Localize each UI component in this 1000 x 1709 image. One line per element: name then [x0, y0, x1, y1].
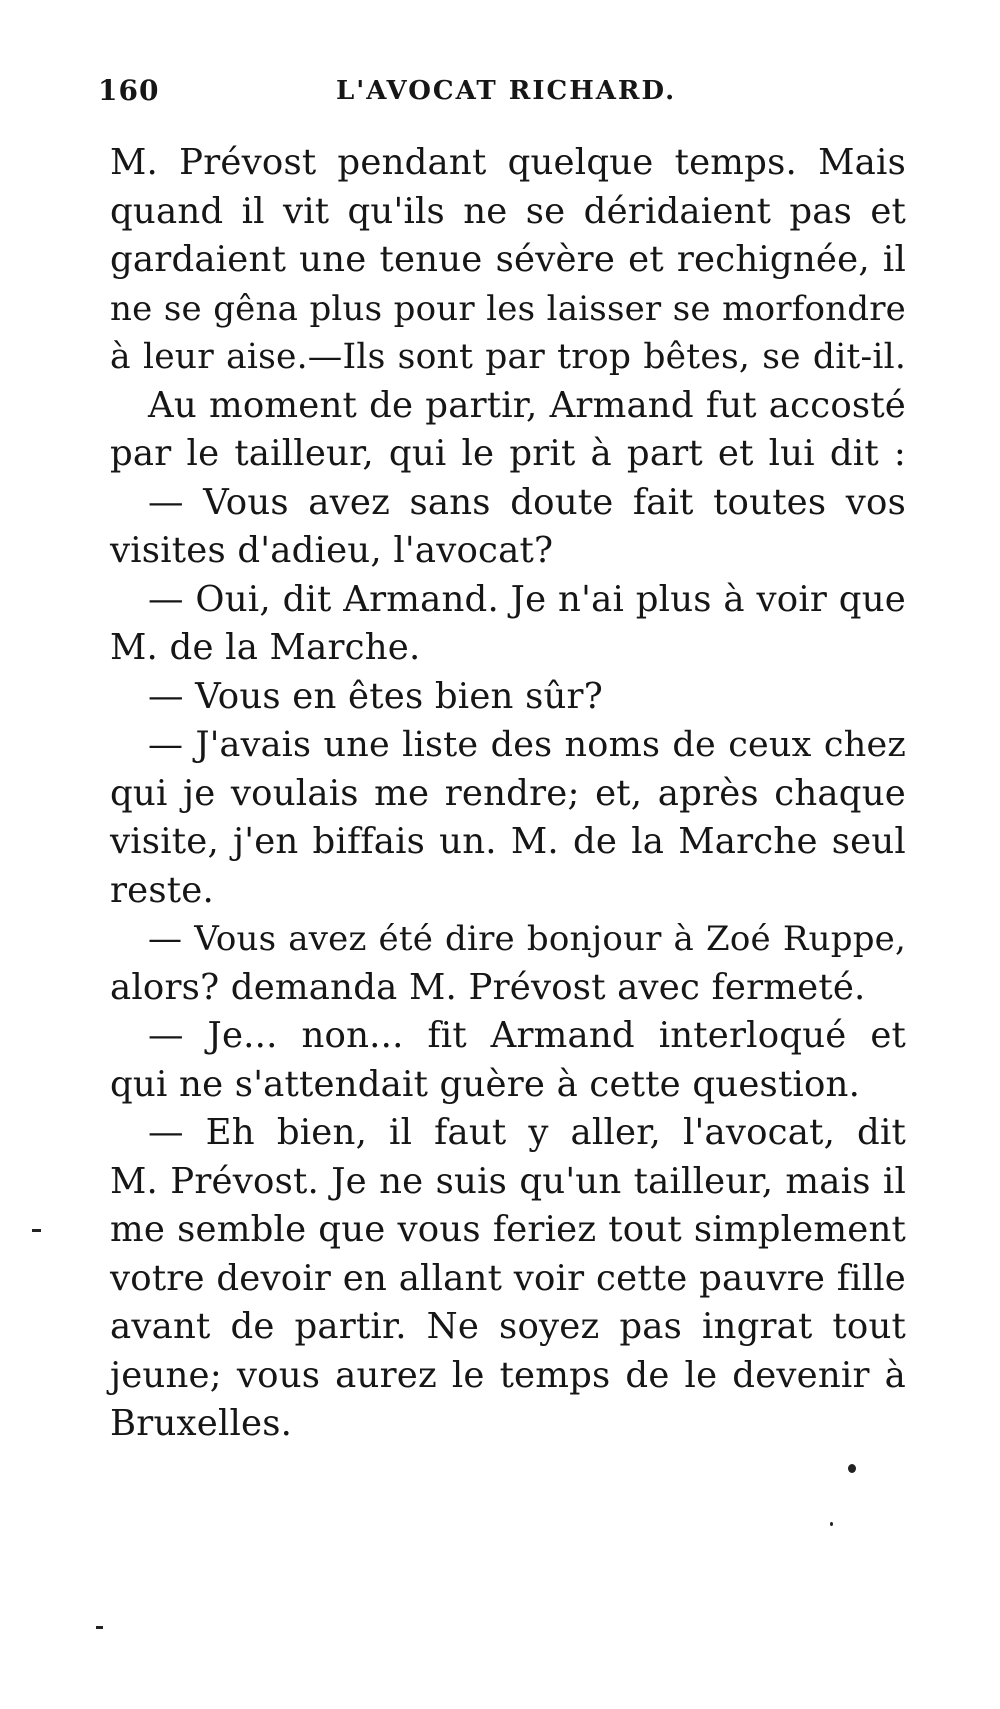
text-line: jeune; vous aurez le temps de le devenir à	[110, 1355, 906, 1396]
text-line: visites d'adieu, l'avocat?	[110, 530, 554, 571]
text-line: M. de la Marche.	[110, 627, 421, 668]
ink-speck	[96, 1626, 103, 1629]
text-line: M. Prévost. Je ne suis qu'un tailleur, mais il	[110, 1161, 906, 1202]
text-line: qui ne s'attendait guère à cette question.	[110, 1064, 861, 1105]
text-line: — J'avais une liste des noms de ceux chez	[148, 725, 906, 765]
text-line: M. Prévost pendant quelque temps. Mais	[110, 142, 906, 183]
text-line: qui je voulais me rendre; et, après chaque	[110, 773, 906, 814]
running-title: L'AVOCAT RICHARD.	[336, 76, 677, 106]
text-line: quand il vit qu'ils ne se déridaient pas et	[110, 191, 906, 232]
text-line: Au moment de partir, Armand fut accosté	[148, 385, 906, 426]
text-line: — Vous avez sans doute fait toutes vos	[148, 482, 906, 523]
text-line: à leur aise.—Ils sont par trop bêtes, se dit-il.	[110, 337, 906, 377]
page-number: 160	[98, 74, 160, 107]
text-line: visite, j'en biffais un. M. de la Marche seul	[110, 821, 906, 862]
text-line: ne se gêna plus pour les laisser se morfondre	[110, 289, 906, 329]
text-line: alors? demanda M. Prévost avec fermeté.	[110, 967, 866, 1008]
text-line: me semble que vous feriez tout simplement	[110, 1209, 906, 1250]
text-line: — Je... non... fit Armand interloqué et	[148, 1015, 906, 1056]
text-line: votre devoir en allant voir cette pauvre fille	[110, 1258, 906, 1299]
text-line: — Oui, dit Armand. Je n'ai plus à voir que	[148, 579, 906, 620]
text-line: — Eh bien, il faut y aller, l'avocat, dit	[148, 1112, 906, 1153]
text-line: avant de partir. Ne soyez pas ingrat tout	[110, 1306, 906, 1347]
text-line: reste.	[110, 870, 214, 911]
text-line: — Vous en êtes bien sûr?	[148, 676, 603, 717]
text-line: — Vous avez été dire bonjour à Zoé Ruppe,	[148, 919, 906, 959]
margin-dash	[32, 1229, 41, 1232]
ink-speck	[830, 1522, 833, 1526]
page-header	[98, 74, 698, 114]
ink-speck	[848, 1464, 856, 1473]
text-line: Bruxelles.	[110, 1403, 293, 1444]
text-line: gardaient une tenue sévère et rechignée, il	[110, 239, 906, 280]
text-line: par le tailleur, qui le prit à part et lui dit :	[110, 433, 906, 474]
